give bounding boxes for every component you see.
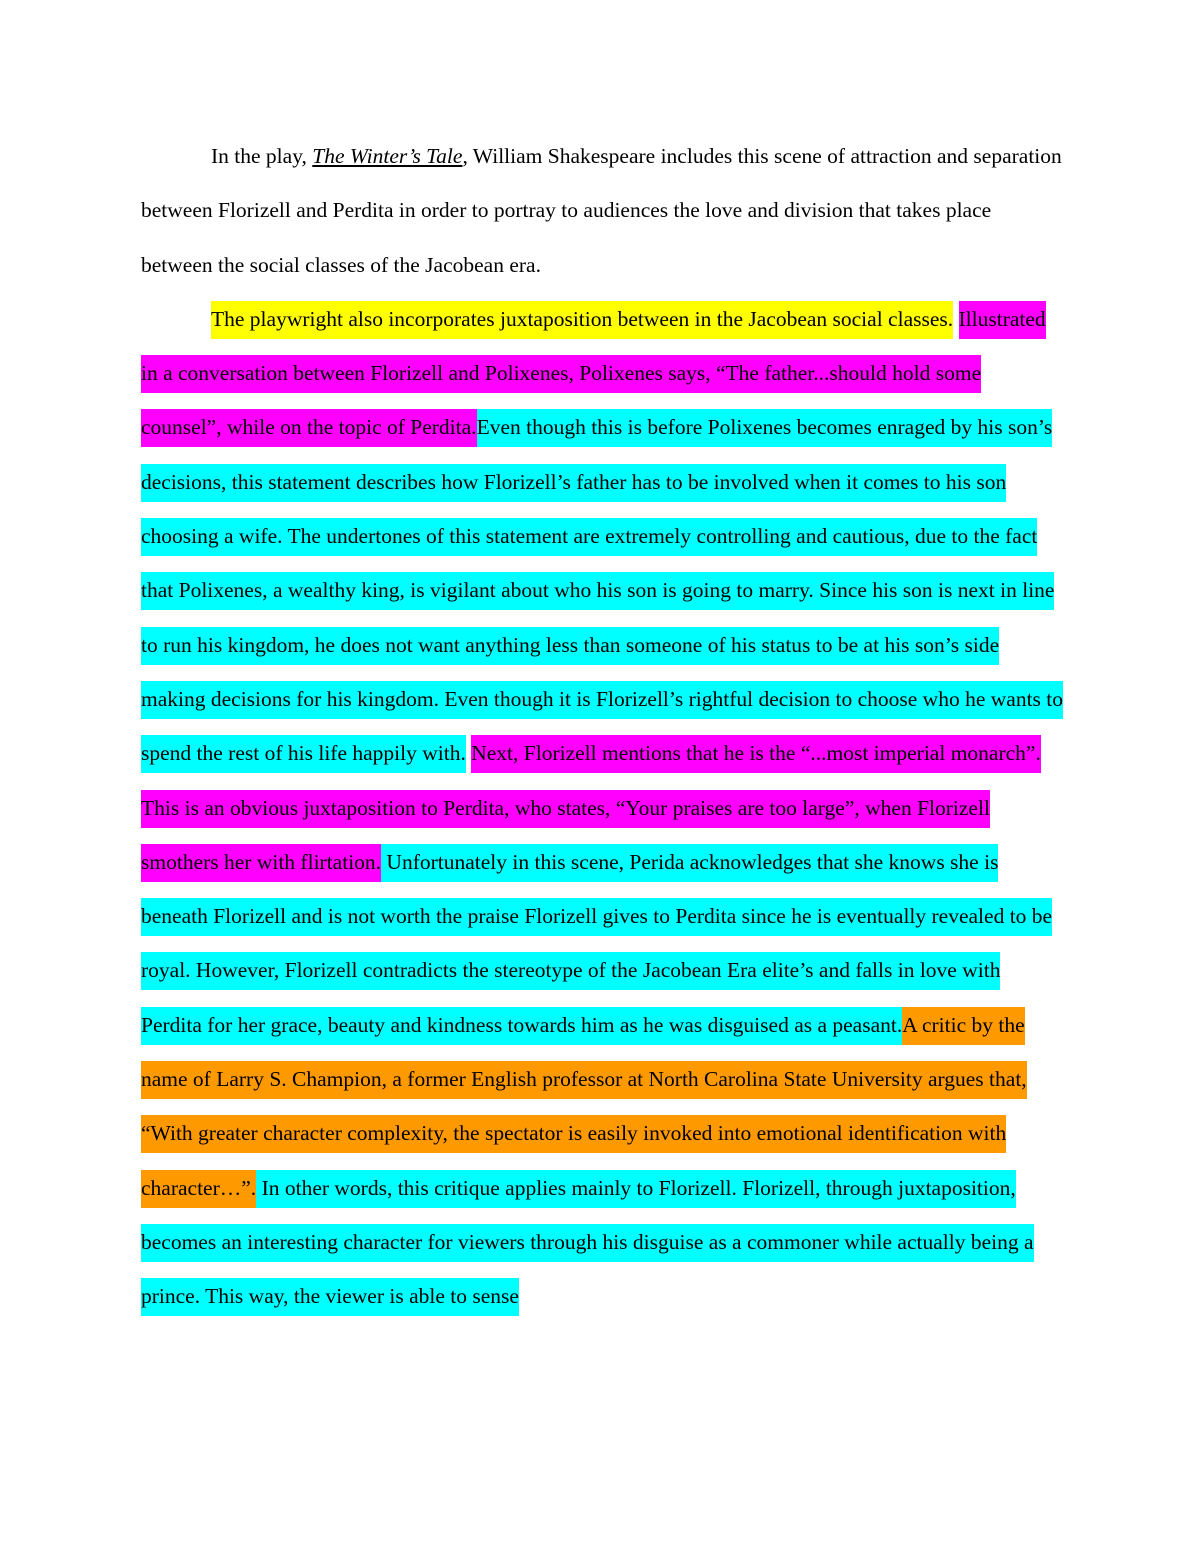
highlight-cyan-analysis-2: Unfortunately in this scene, Perida acknowledges that she knows she is beneath Florizell and is not worth the praise Florizell gives to Perdita since he is eventually revealed to be royal. However, Florizell contradicts the stereotype of the Jacobean Era elite’s and falls in love with Perdita for her grace, beauty and kindness towards him as he was disguised as a peasant. bbox=[141, 844, 1052, 1045]
plain-space bbox=[953, 307, 958, 331]
highlight-magenta-quote-2: Next, Florizell mentions that he is the “...most imperial monarch”. This is an obvious juxtaposition to Perdita, who states, “Your praises are too large”, when Florizell smothers her with flirtation. bbox=[141, 735, 1041, 882]
highlight-magenta-quote-1: Illustrated in a conversation between Florizell and Polixenes, Polixenes says, “The father...should hold some counsel”, while on the topic of Perdita. bbox=[141, 301, 1046, 448]
highlight-cyan-analysis-1: Even though this is before Polixenes becomes enraged by his son’s decisions, this statement describes how Florizell’s father has to be involved when it comes to his son choosing a wife. The undertones of this statement are extremely controlling and cautious, due to the fact that Polixenes, a wealthy king, is vigilant about who his son is going to marry. Since his son is next in line to run his kingdom, he does not want anything less than someone of his status to be at his son’s side making decisions for his kingdom. Even though it is Florizell’s rightful decision to choose who he wants to spend the rest of his life happily with. bbox=[141, 409, 1063, 773]
intro-text-start: In the play, bbox=[211, 144, 313, 168]
play-title: The Winter’s Tale bbox=[312, 144, 463, 168]
document-body bbox=[141, 129, 1066, 1324]
paragraph-intro bbox=[141, 129, 1066, 292]
highlight-yellow-topic-sentence: The playwright also incorporates juxtaposition between in the Jacobean social classes. bbox=[211, 301, 953, 339]
paragraph-analysis bbox=[141, 292, 1066, 1324]
highlight-orange-critic-quote: A critic by the name of Larry S. Champion, a former English professor at North Carolina State University argues that, “With greater character complexity, the spectator is easily invoked into emotional identification with character…”. bbox=[141, 1007, 1027, 1208]
intro-text-end: , William Shakespeare includes this scene of attraction and separation between Florizell and Perdita in order to portray to audiences the love and division that takes place between the social classes of the Jacobean era. bbox=[141, 144, 1062, 277]
highlight-cyan-analysis-3: In other words, this critique applies mainly to Florizell. Florizell, through juxtaposition, becomes an interesting character for viewers through his disguise as a commoner while actually being a prince. This way, the viewer is able to sense bbox=[141, 1170, 1034, 1317]
